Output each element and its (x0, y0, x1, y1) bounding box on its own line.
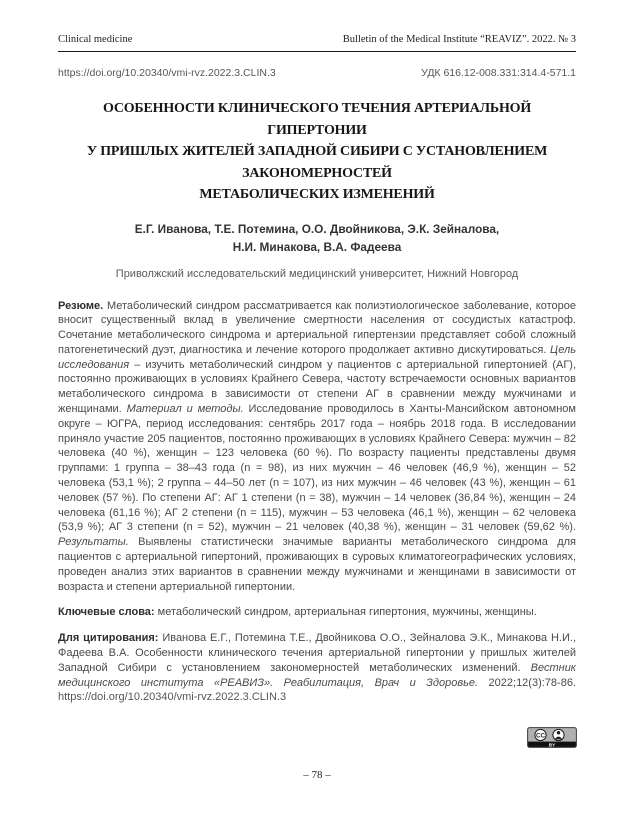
cc-icon (535, 729, 546, 740)
person-icon (553, 729, 564, 740)
article-title-line: У ПРИШЛЫХ ЖИТЕЛЕЙ ЗАПАДНОЙ СИБИРИ С УСТАНОВЛЕНИЕМ ЗАКОНОМЕРНОСТЕЙ (86, 144, 548, 181)
header-divider (58, 51, 576, 52)
svg-text:CC: CC (536, 732, 545, 740)
journal-issue-label: Bulletin of the Medical Institute “REAVIZ”. 2022. № 3 (342, 34, 576, 45)
running-head (58, 0, 576, 45)
cc-by-badge[interactable] (527, 727, 577, 748)
citation (58, 631, 576, 705)
citation-label: Для цитирования: (58, 632, 159, 645)
keywords (58, 605, 576, 620)
citation-journal: Вестник медицинского института «РЕАВИЗ». Реабилитация, Врач и Здоровье. (58, 661, 576, 689)
abstract (58, 299, 576, 595)
abstract-methods-text: Исследование проводилось в Ханты-Мансийском автономном округе – ЮГРА, период исследования: сентябрь 2017 года – ноябрь 2018 года. В исследовании приняло участие 205 пациентов, постоянно проживающих в условиях Крайнего Севера: мужчин – 82 человека (40 %), женщин – 123 человека (60 %). По возрасту пациенты представлены двумя группами: 1 группа – 38–43 года (n = 98), из них мужчин – 46 человек (46,9 %), женщин – 52 человека (53,1 %); 2 группа – 44–50 лет (n = 107), из них мужчин – 46 человек (43 %), женщин – 61 человек (57 %). По степени АГ: АГ 1 степени (n = 38), мужчин – 14 человек (36,84 %), женщин – 24 человека (61,16 %); АГ 2 степени (n = 115), мужчин – 53 человека (46,1 %), женщин – 62 человека (53,9 %); АГ 3 степени (n = 52), мужчин – 21 человек (40,38 %), женщин – 31 человек (59,62 %). (58, 403, 576, 534)
abstract-results-text: Выявлены статистически значимые варианты метаболического синдрома для пациентов с артериальной гипертоний, проживающих в суровых климатогеографических условиях, проведен анализ этих вариантов в сравнении между мужчинами и женщинами в зависимости от возраста и степени артериальной гипертонии. (58, 536, 576, 593)
citation-authors: Иванова Е.Г., Потемина Т.Е., Двойникова О.О., Зейналова Э.К., Минакова Н.И., Фадеева В.А. Особенности клинического течения артериальной гипертонии у пришлых жителей Западной Сибири с установлением закономерностей метаболических изменений. (58, 632, 576, 674)
doi-link[interactable]: https://doi.org/10.20340/vmi-rvz.2022.3.CLIN.3 (58, 67, 276, 79)
abstract-results-heading: Результаты. (58, 536, 129, 549)
doi-udk-row (58, 67, 576, 79)
abstract-goal-text: – изучить метаболический синдром у пациентов с артериальной гипертонией (АГ), постоянно проживающих в условиях Крайнего Севера, частоту встречаемости основных вариантов метаболического синдрома в зависимости от степени АГ в сравнении между мужчинами и женщинами. (58, 358, 576, 416)
citation-ref: 2022;12(3):78-86. (478, 676, 576, 689)
abstract-methods-heading: Материал и методы. (126, 403, 244, 416)
udk-code: УДК 616.12-008.331:314.4-571.1 (421, 67, 576, 79)
license-type-label: BY (548, 742, 556, 748)
article-authors (58, 220, 576, 256)
citation-doi-link[interactable]: https://doi.org/10.20340/vmi-rvz.2022.3.CLIN.3 (58, 691, 287, 704)
journal-section-label: Clinical medicine (58, 34, 133, 45)
page-number: – 78 – (303, 769, 331, 781)
abstract-label: Резюме. (58, 299, 104, 312)
keywords-text: метаболический синдром, артериальная гипертония, мужчины, женщины. (154, 606, 537, 619)
keywords-label: Ключевые слова: (58, 606, 155, 619)
article-title (58, 98, 576, 206)
abstract-goal-heading: Цель исследования (58, 343, 576, 371)
authors-line: Н.И. Минакова, В.А. Фадеева (232, 239, 402, 254)
authors-line: Е.Г. Иванова, Т.Е. Потемина, О.О. Двойникова, Э.К. Зейналова, (134, 221, 500, 236)
abstract-intro: Метаболический синдром рассматривается как полиэтиологическое заболевание, которое вносит существенный вклад в увеличение смертности населения от сосудистых катастроф. Сочетание метаболического синдрома и артериальной гипертензии представляет собой сложный патогенетический дуэт, диагностика и лечение которого продолжает активно дискутироваться. (58, 299, 576, 356)
affiliation: Приволжский исследовательский медицинский университет, Нижний Новгород (115, 267, 519, 280)
article-title-line: МЕТАБОЛИЧЕСКИХ ИЗМЕНЕНИЙ (199, 187, 435, 202)
article-title-line: ОСОБЕННОСТИ КЛИНИЧЕСКОГО ТЕЧЕНИЯ АРТЕРИАЛЬНОЙ ГИПЕРТОНИИ (102, 101, 532, 138)
